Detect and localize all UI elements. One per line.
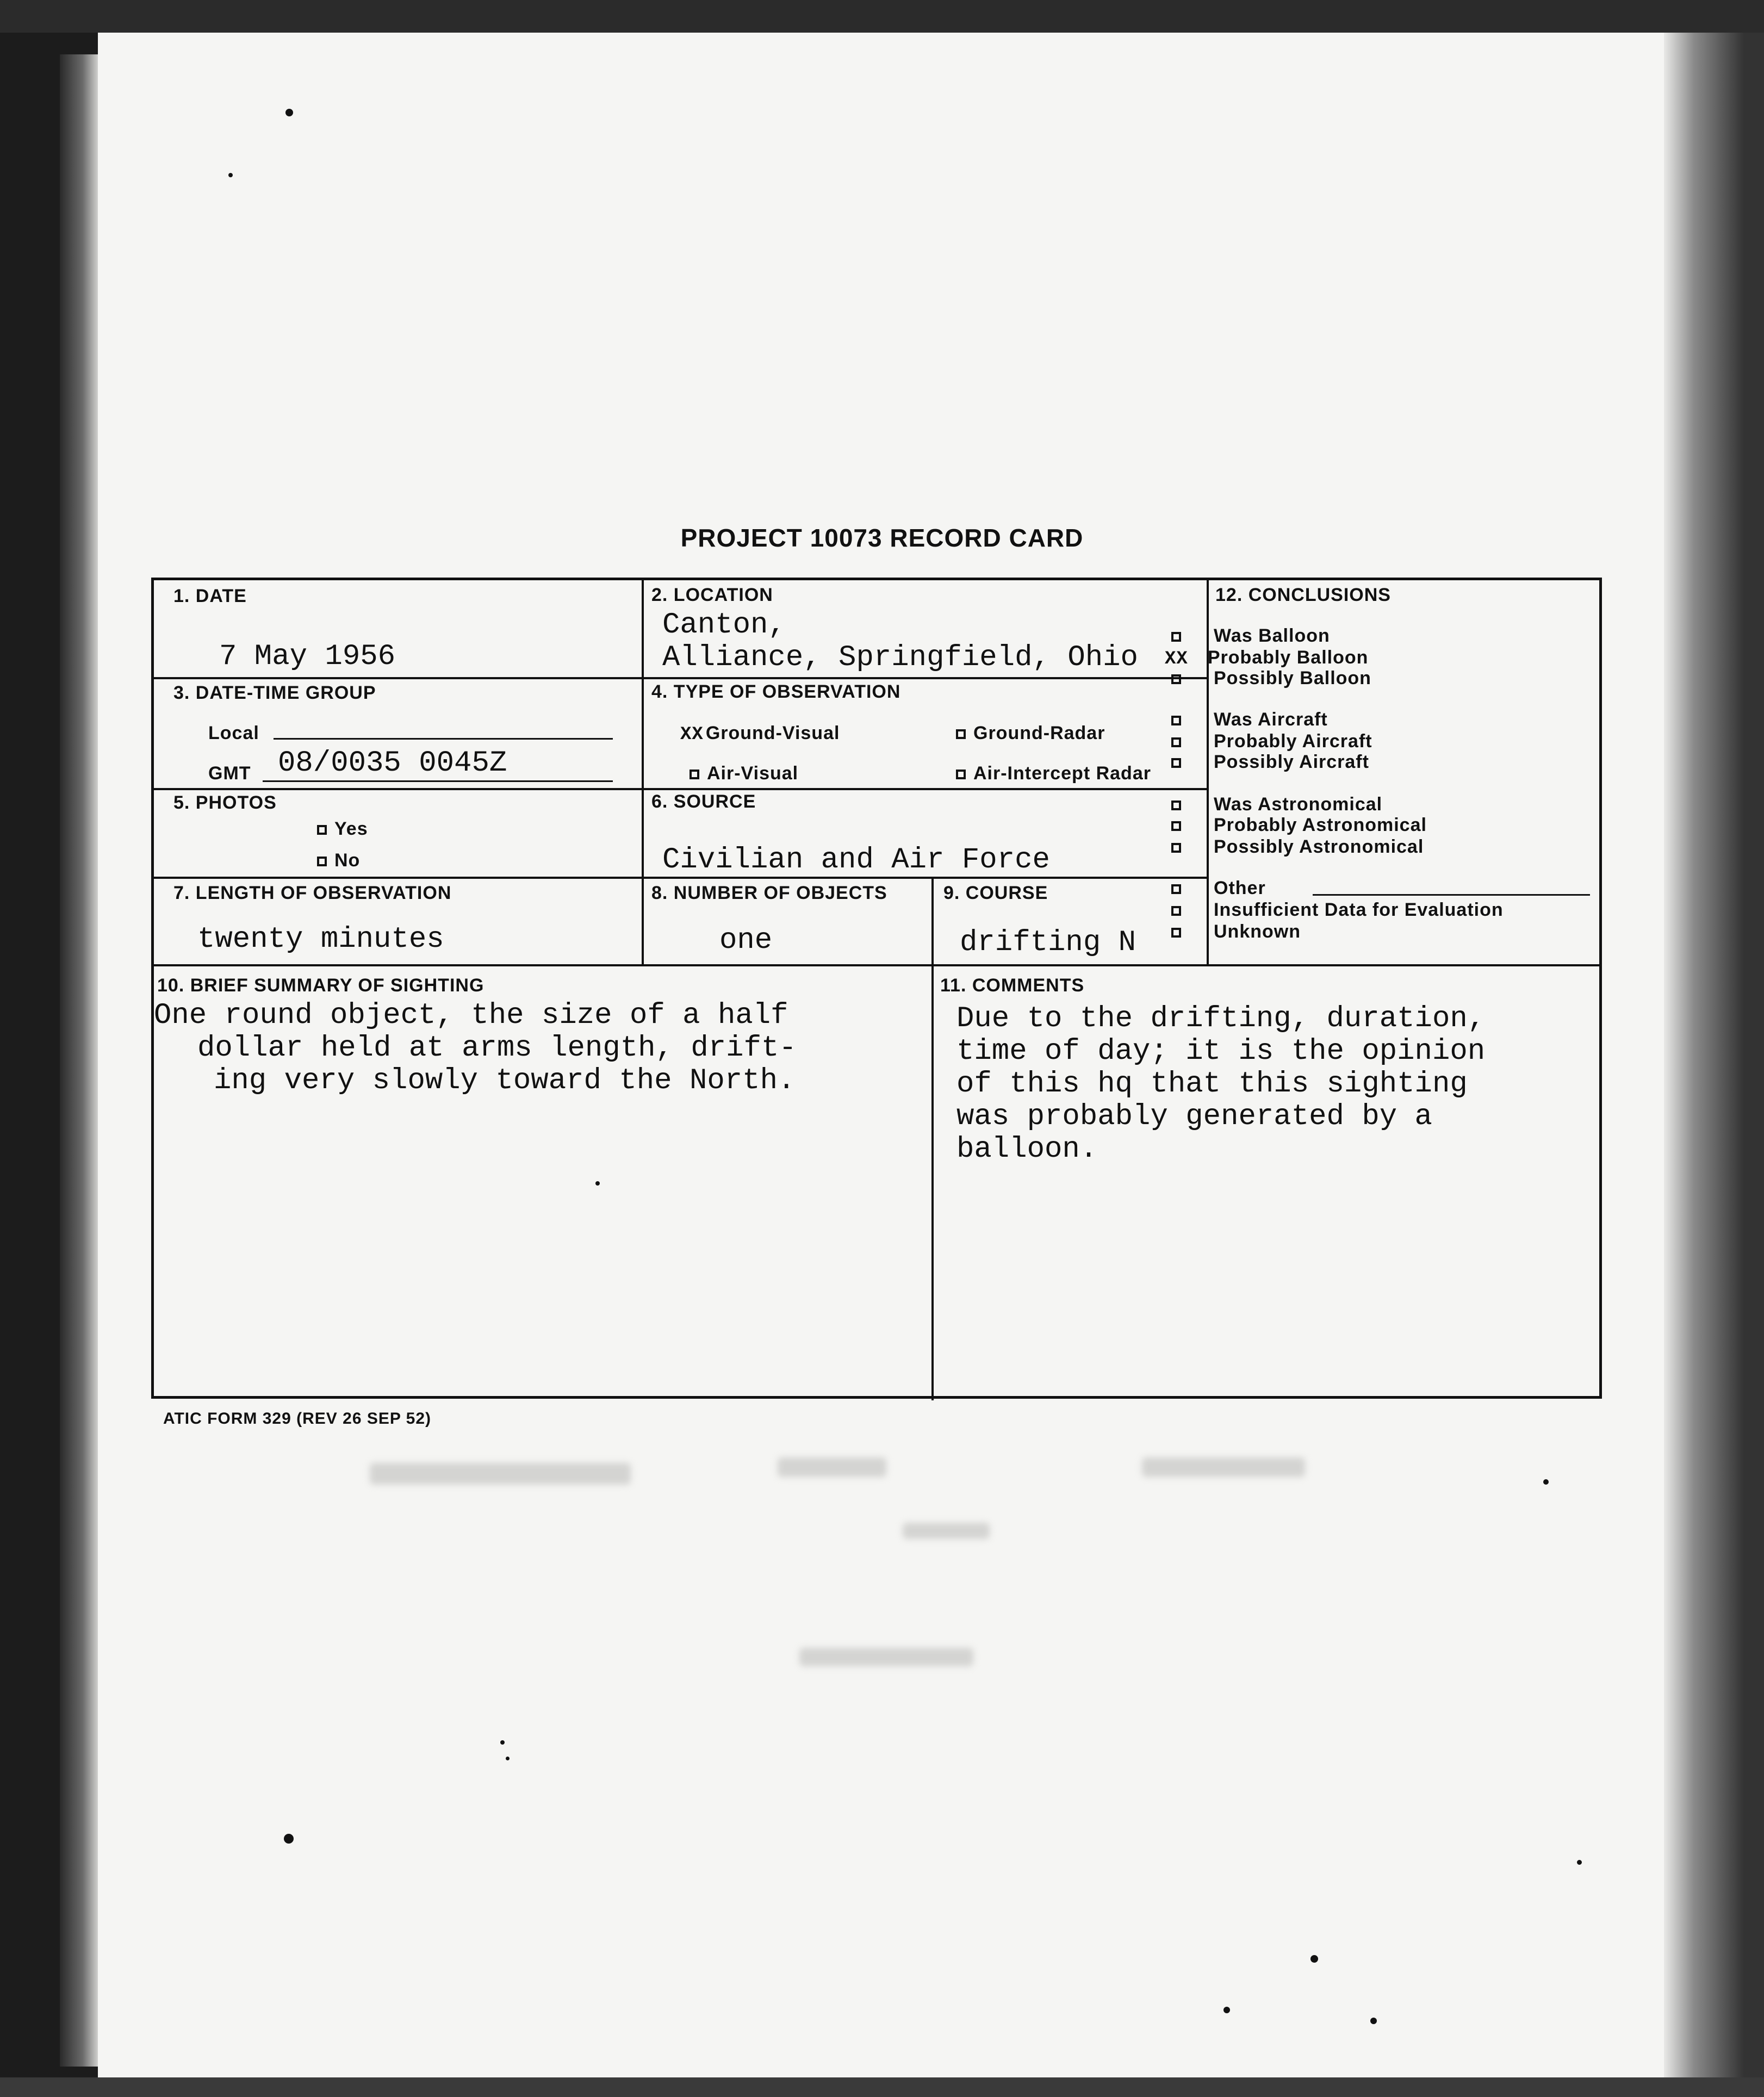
divider <box>154 964 1600 966</box>
speck <box>1223 2007 1230 2013</box>
smudge <box>799 1648 973 1666</box>
checkbox-icon <box>1171 801 1181 810</box>
conclusion-possibly-astronomical: Possibly Astronomical <box>1215 836 1424 858</box>
speck <box>228 173 233 177</box>
other-underline <box>1313 894 1590 896</box>
summary-line1: One round object, the size of a half <box>154 999 788 1032</box>
checkbox-icon <box>1171 906 1181 916</box>
course-value: drifting N <box>960 926 1136 959</box>
speck <box>284 1834 294 1844</box>
local-label: Local <box>208 723 259 743</box>
source-label: 6. SOURCE <box>651 791 756 812</box>
scan-border-left <box>60 54 98 2067</box>
type-ground-visual: XX Ground-Visual <box>680 723 840 745</box>
type-label: 4. TYPE OF OBSERVATION <box>651 681 901 702</box>
checkbox-icon <box>317 825 327 835</box>
checked-mark: XX <box>680 724 704 745</box>
conclusion-unknown: Unknown <box>1215 921 1301 942</box>
gmt-label: GMT <box>208 763 251 784</box>
local-underline <box>274 738 613 740</box>
conclusion-possibly-balloon: Possibly Balloon <box>1215 668 1371 689</box>
form-number: ATIC FORM 329 (REV 26 SEP 52) <box>163 1410 432 1428</box>
smudge <box>370 1463 631 1485</box>
scan-border-bottom <box>0 2077 1764 2097</box>
objects-label: 8. NUMBER OF OBJECTS <box>651 883 887 903</box>
conclusion-probably-astronomical: Probably Astronomical <box>1215 815 1427 836</box>
checkbox-icon <box>1171 928 1181 938</box>
comments-line4: was probably generated by a <box>956 1100 1432 1133</box>
checkbox-icon <box>317 857 327 866</box>
divider <box>154 677 1207 679</box>
checkbox-icon <box>956 729 966 739</box>
record-card <box>151 578 1602 1399</box>
speck <box>500 1740 505 1745</box>
source-value: Civilian and Air Force <box>662 843 1050 877</box>
summary-line2: dollar held at arms length, drift- <box>197 1032 797 1065</box>
summary-line3: ing very slowly toward the North. <box>214 1064 796 1097</box>
smudge <box>903 1523 990 1539</box>
checkbox-icon <box>1171 758 1181 768</box>
objects-value: one <box>719 924 773 957</box>
conclusion-other: Other <box>1215 878 1266 899</box>
photos-yes: Yes <box>317 818 368 840</box>
conclusion-probably-balloon: XX Probably Balloon <box>1165 647 1369 669</box>
summary-label: 10. BRIEF SUMMARY OF SIGHTING <box>157 975 485 996</box>
checkbox-icon <box>1171 632 1181 642</box>
checkbox-icon <box>690 770 699 779</box>
photos-label: 5. PHOTOS <box>173 792 277 813</box>
gmt-underline <box>263 780 613 782</box>
divider <box>1207 580 1209 966</box>
gmt-value: 08/0035 0045Z <box>278 747 507 780</box>
type-ground-radar: Ground-Radar <box>956 723 1105 744</box>
checkbox-icon <box>1171 674 1181 684</box>
comments-line1: Due to the drifting, duration, <box>956 1002 1486 1035</box>
type-air-intercept: Air-Intercept Radar <box>956 763 1151 784</box>
speck <box>1310 1955 1318 1963</box>
divider <box>154 788 1207 790</box>
location-line2: Alliance, Springfield, Ohio <box>662 641 1138 674</box>
date-label: 1. DATE <box>173 586 247 606</box>
card-title: PROJECT 10073 RECORD CARD <box>680 524 1084 552</box>
date-value: 7 May 1956 <box>219 640 396 673</box>
checked-mark: XX <box>1165 649 1188 669</box>
checkbox-icon <box>1171 884 1181 894</box>
conclusion-was-balloon: Was Balloon <box>1215 625 1330 647</box>
comments-label: 11. COMMENTS <box>940 975 1085 996</box>
checkbox-icon <box>1171 737 1181 747</box>
conclusion-was-aircraft: Was Aircraft <box>1215 709 1328 730</box>
smudge <box>778 1457 886 1477</box>
conclusion-possibly-aircraft: Possibly Aircraft <box>1215 752 1369 773</box>
location-label: 2. LOCATION <box>651 585 773 605</box>
checkbox-icon <box>1171 821 1181 831</box>
conclusion-was-astronomical: Was Astronomical <box>1215 794 1382 815</box>
speck <box>1577 1860 1582 1865</box>
location-line1: Canton, <box>662 609 786 642</box>
comments-line2: time of day; it is the opinion <box>956 1035 1486 1068</box>
checkbox-icon <box>1171 716 1181 725</box>
scan-border-top <box>0 0 1764 33</box>
conclusion-probably-aircraft: Probably Aircraft <box>1215 731 1372 752</box>
course-label: 9. COURSE <box>943 883 1048 903</box>
divider <box>931 878 934 1400</box>
checkbox-icon <box>1171 843 1181 853</box>
checkbox-icon <box>956 770 966 779</box>
smudge <box>1142 1457 1305 1477</box>
length-label: 7. LENGTH OF OBSERVATION <box>173 883 452 903</box>
comments-line5: balloon. <box>956 1133 1098 1166</box>
conclusions-label: 12. CONCLUSIONS <box>1215 585 1391 605</box>
speck <box>285 109 293 116</box>
speck <box>1370 2018 1377 2024</box>
divider <box>154 877 1207 879</box>
length-value: twenty minutes <box>197 923 444 956</box>
photos-no: No <box>317 850 360 871</box>
type-air-visual: Air-Visual <box>690 763 798 784</box>
comments-line3: of this hq that this sighting <box>956 1068 1468 1101</box>
speck <box>1543 1479 1549 1485</box>
scan-border-right <box>1664 33 1764 2097</box>
speck <box>506 1757 510 1760</box>
dtg-label: 3. DATE-TIME GROUP <box>173 683 376 703</box>
conclusion-insufficient-data: Insufficient Data for Evaluation <box>1215 899 1504 921</box>
divider <box>642 580 644 964</box>
